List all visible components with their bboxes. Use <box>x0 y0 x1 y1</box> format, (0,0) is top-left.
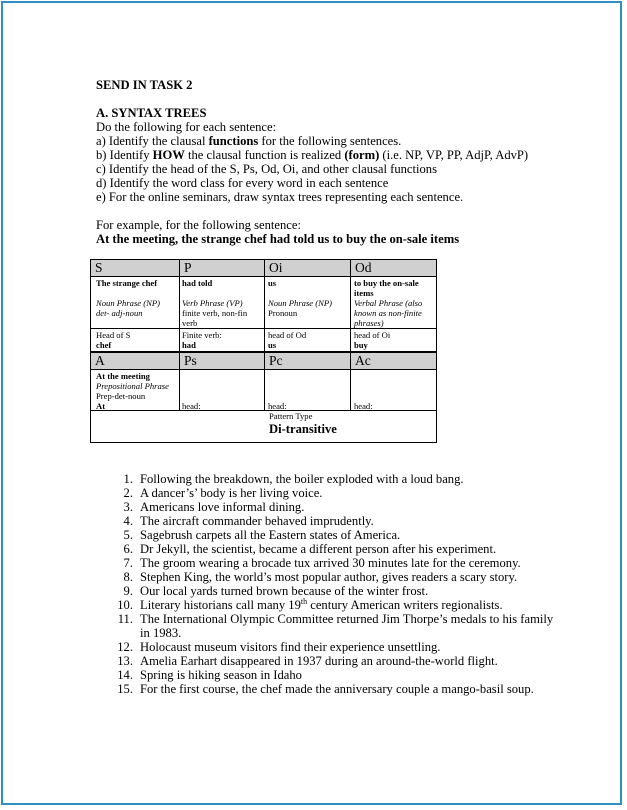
list-item: 15. For the first course, the chef made the anniversary couple a mango-basil soup. <box>117 682 534 696</box>
list-item: 1. Following the breakdown, the boiler exploded with a loud bang. <box>123 472 464 486</box>
list-item: 8. Stephen King, the world’s most popular author, gives readers a scary story. <box>123 570 518 584</box>
pattern-type-label: Pattern Type <box>269 411 313 421</box>
head-of-oi: head of Oi buy <box>354 330 391 350</box>
cell-s: The strange chef Noun Phrase (NP) det- adj-noun <box>96 278 160 318</box>
example-intro: For example, for the following sentence: <box>96 218 301 232</box>
list-item: 10. Literary historians call many 19th century American writers regionalists. <box>117 596 503 612</box>
header-oi: Oi <box>269 260 283 275</box>
cell-a: At the meeting Prepositional Phrase Prep-det-noun At <box>96 371 169 411</box>
example-table <box>90 259 437 443</box>
list-item: 7. The groom wearing a brocade tux arrived 30 minutes late for the ceremony. <box>123 556 521 570</box>
head-of-s: Head of S chef <box>96 330 131 350</box>
step-d: d) Identify the word class for every word in each sentence <box>96 176 389 190</box>
list-item: 11. The International Olympic Committee returned Jim Thorpe’s medals to his family in 1983. <box>117 612 554 640</box>
header-ps: Ps <box>184 353 197 368</box>
cell-pc-head: head: <box>268 401 287 411</box>
section-heading: A. SYNTAX TREES <box>96 106 207 120</box>
cell-ps-head: head: <box>182 401 201 411</box>
task-title: SEND IN TASK 2 <box>96 78 193 92</box>
cell-od: to buy the on-sale items Verbal Phrase (also known as non-finite phrases) <box>354 278 423 328</box>
list-item: 5. Sagebrush carpets all the Eastern states of America. <box>123 528 401 542</box>
step-b: b) Identify HOW the clausal function is realized (form) (i.e. NP, VP, PP, AdjP, AdvP) <box>96 148 529 162</box>
list-item: 12. Holocaust museum visitors find their experience unsettling. <box>117 640 441 654</box>
list-item: 9. Our local yards turned brown because of the winter frost. <box>123 584 429 598</box>
header-pc: Pc <box>269 353 283 368</box>
example-sentence: At the meeting, the strange chef had told us to buy the on-sale items <box>96 232 460 246</box>
head-of-od: head of Od us <box>268 330 307 350</box>
list-item: 2. A dancer’s’ body is her living voice. <box>123 486 323 500</box>
step-a: a) Identify the clausal functions for the following sentences. <box>96 134 402 148</box>
list-item: 13. Amelia Earhart disappeared in 1937 during an around-the-world flight. <box>117 654 498 668</box>
list-item: 4. The aircraft commander behaved imprudently. <box>123 514 374 528</box>
list-item: 6. Dr Jekyll, the scientist, became a different person after his experiment. <box>123 542 497 556</box>
instructions-intro: Do the following for each sentence: <box>96 120 277 134</box>
header-a: A <box>95 353 105 368</box>
header-p: P <box>184 260 192 275</box>
step-e: e) For the online seminars, draw syntax trees representing each sentence. <box>96 190 464 204</box>
pattern-type-value: Di-transitive <box>269 422 337 436</box>
cell-oi: us Noun Phrase (NP) Pronoun <box>268 278 332 318</box>
header-s: S <box>95 260 103 275</box>
finite-verb: Finite verb: had <box>182 330 222 350</box>
cell-p: had told Verb Phrase (VP) finite verb, non-fin verb <box>182 278 248 328</box>
sentence-list <box>96 472 560 696</box>
list-item: 3. Americans love informal dining. <box>123 500 305 514</box>
cell-ac-head: head: <box>354 401 373 411</box>
list-item: 14. Spring is hiking season in Idaho <box>117 668 302 682</box>
header-od: Od <box>355 260 372 275</box>
header-ac: Ac <box>355 353 371 368</box>
step-c: c) Identify the head of the S, Ps, Od, Oi, and other clausal functions <box>96 162 437 176</box>
